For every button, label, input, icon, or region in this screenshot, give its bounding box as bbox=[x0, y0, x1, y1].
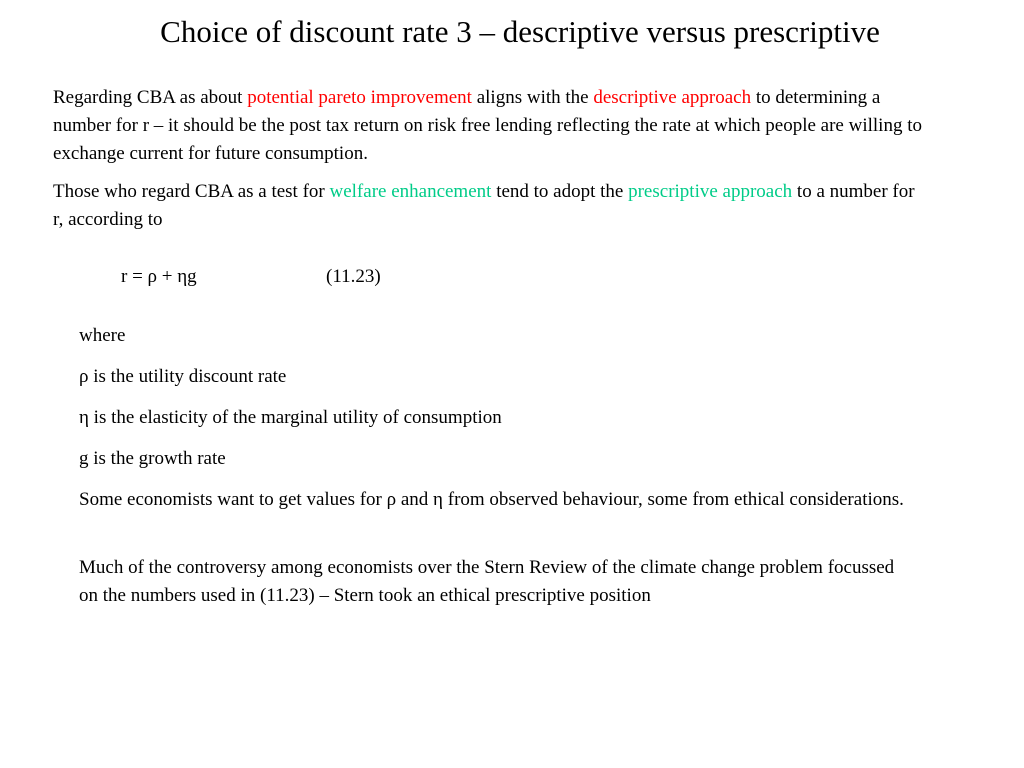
para2-text-3: to a number for r, according to bbox=[53, 181, 915, 230]
equation-number: (11.23) bbox=[326, 266, 381, 287]
descriptive-approach-highlight: descriptive approach bbox=[593, 87, 752, 108]
definition-g: g is the growth rate bbox=[79, 448, 226, 469]
observed-vs-ethical-paragraph: Some economists want to get values for ρ and η from observed behaviour, some from ethical considerations. bbox=[79, 489, 904, 510]
para1-text-2: aligns with the bbox=[471, 87, 594, 108]
welfare-enhancement-highlight: welfare enhancement bbox=[329, 181, 492, 202]
para1-text-1: Regarding CBA as about bbox=[53, 87, 248, 108]
para2-text-1: Those who regard CBA as a test for bbox=[53, 181, 330, 202]
para1-text-3: to determining a number for r – it should be the post tax return on risk free lending reflecting the rate at which people are willing to exchange current for future consumption. bbox=[53, 87, 922, 164]
para2-text-2: tend to adopt the bbox=[491, 181, 629, 202]
slide-title: Choice of discount rate 3 – descriptive versus prescriptive bbox=[160, 14, 880, 49]
potential-pareto-highlight: potential pareto improvement bbox=[247, 87, 472, 108]
descriptive-paragraph bbox=[53, 84, 923, 168]
definition-eta: η is the elasticity of the marginal utility of consumption bbox=[79, 407, 502, 428]
stern-review-paragraph: Much of the controversy among economists over the Stern Review of the climate change problem focussed on the numbers used in (11.23) – Stern took an ethical prescriptive position bbox=[79, 557, 895, 606]
prescriptive-approach-highlight: prescriptive approach bbox=[628, 181, 793, 202]
definition-rho: ρ is the utility discount rate bbox=[79, 366, 287, 387]
prescriptive-paragraph bbox=[53, 178, 923, 234]
equation-formula: r = ρ + ηg bbox=[121, 266, 197, 287]
where-label: where bbox=[79, 325, 126, 346]
